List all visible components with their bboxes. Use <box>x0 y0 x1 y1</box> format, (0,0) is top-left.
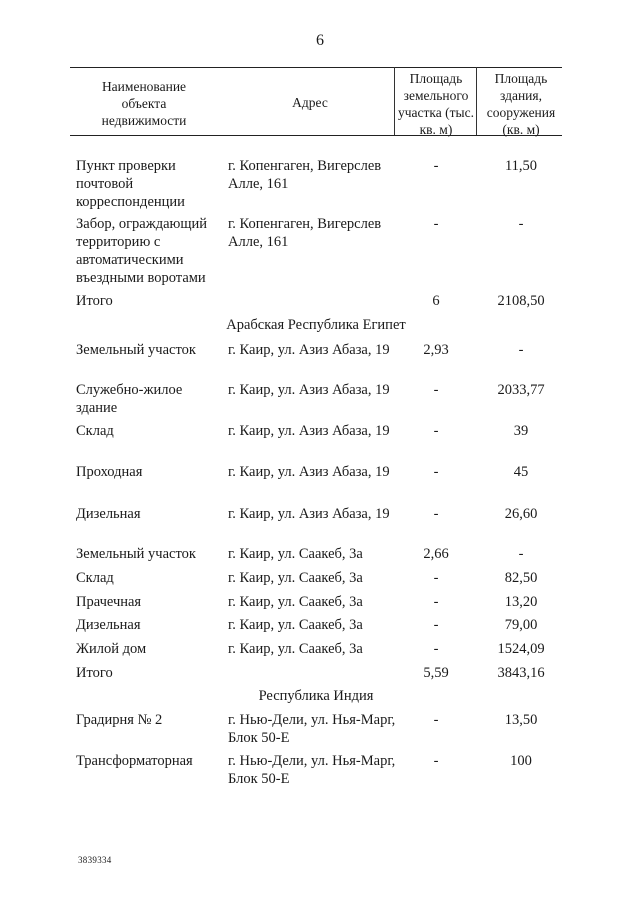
table-row-land: - <box>433 712 439 728</box>
table-row-name: Служебно-жилое здание <box>76 382 183 416</box>
table-row-name: Склад <box>76 423 114 439</box>
table-row-address: г. Каир, ул. Саакеб, 3а <box>228 617 363 633</box>
table-row-building: 45 <box>513 464 529 480</box>
table-row-building: - <box>518 216 524 232</box>
table-row-building: 2108,50 <box>497 293 545 309</box>
table-row-building: 100 <box>510 753 532 769</box>
table-row-name: Забор, ограждающий территорию с автоматическими въездными воротами <box>76 216 208 286</box>
table-row-name: Дизельная <box>76 617 141 633</box>
table-row-land: - <box>433 423 439 439</box>
table-row-building: 11,50 <box>504 158 538 174</box>
header-address: Адрес <box>292 95 328 110</box>
table-row-land: - <box>433 158 439 174</box>
table-row-land: - <box>433 753 439 769</box>
table-row-land: - <box>433 464 439 480</box>
table-row-land: 2,93 <box>423 342 449 358</box>
table-row-land: - <box>433 594 439 610</box>
table-row-address: г. Каир, ул. Саакеб, 3а <box>228 641 363 657</box>
page-number: 6 <box>316 32 324 49</box>
table-row-building: 13,50 <box>504 712 538 728</box>
table-row-land: - <box>433 641 439 657</box>
table-row-building: 26,60 <box>504 506 538 522</box>
table-row-name: Земельный участок <box>76 546 196 562</box>
table-row-building: - <box>518 546 524 562</box>
table-row-name: Дизельная <box>76 506 141 522</box>
document-id: 3839334 <box>78 855 112 865</box>
table-row-name: Итого <box>76 665 113 681</box>
table-row-land: 5,59 <box>423 665 449 681</box>
table-row-address: г. Каир, ул. Саакеб, 3а <box>228 594 363 610</box>
table-row-name: Склад <box>76 570 114 586</box>
table-row-address: г. Нью-Дели, ул. Нья-Марг, Блок 50-Е <box>228 712 396 746</box>
header-name: Наименование объекта недвижимости <box>101 79 187 128</box>
section-heading-india: Республика Индия <box>258 688 374 704</box>
table-row-building: 3843,16 <box>497 665 545 681</box>
table-row-land: - <box>433 617 439 633</box>
table-row-land: 2,66 <box>423 546 449 562</box>
table-row-address: г. Каир, ул. Азиз Абаза, 19 <box>228 423 390 439</box>
table-row-name: Проходная <box>76 464 143 480</box>
table-row-address: г. Каир, ул. Азиз Абаза, 19 <box>228 342 390 358</box>
table-row-land: 6 <box>432 293 440 309</box>
table-row-name: Земельный участок <box>76 342 196 358</box>
table-row-address: г. Каир, ул. Саакеб, 3а <box>228 570 363 586</box>
table-row-name: Итого <box>76 293 113 309</box>
header-divider <box>476 67 477 135</box>
table-row-address: г. Нью-Дели, ул. Нья-Марг, Блок 50-Е <box>228 753 396 787</box>
table-row-address: г. Каир, ул. Саакеб, 3а <box>228 546 363 562</box>
header-building-area: Площадь здания, сооружения (кв. м) <box>486 71 556 137</box>
table-row-name: Трансформаторная <box>76 753 193 769</box>
table-row-building: 13,20 <box>504 594 538 610</box>
table-row-name: Жилой дом <box>76 641 147 657</box>
table-row-address: г. Каир, ул. Азиз Абаза, 19 <box>228 506 390 522</box>
table-row-land: - <box>433 506 439 522</box>
table-row-land: - <box>433 570 439 586</box>
table-row-building: 79,00 <box>504 617 538 633</box>
table-row-building: 82,50 <box>504 570 538 586</box>
header-divider <box>394 67 395 135</box>
table-row-land: - <box>433 382 439 398</box>
table-row-building: - <box>518 342 524 358</box>
table-row-address: г. Копенгаген, Вигерслев Алле, 161 <box>228 216 382 250</box>
table-row-building: 1524,09 <box>497 641 545 657</box>
table-row-address: г. Копенгаген, Вигерслев Алле, 161 <box>228 158 382 192</box>
table-row-building: 2033,77 <box>497 382 545 398</box>
table-row-building: 39 <box>513 423 529 439</box>
header-land-area: Площадь земельного участка (тыс. кв. м) <box>398 71 474 137</box>
table-row-name: Градирня № 2 <box>76 712 163 728</box>
table-row-name: Прачечная <box>76 594 142 610</box>
table-row-address: г. Каир, ул. Азиз Абаза, 19 <box>228 382 390 398</box>
table-row-name: Пункт проверки почтовой корреспонденции <box>76 158 185 210</box>
section-heading-egypt: Арабская Республика Египет <box>226 317 406 333</box>
table-row-land: - <box>433 216 439 232</box>
table-row-address: г. Каир, ул. Азиз Абаза, 19 <box>228 464 390 480</box>
table-top-rule <box>70 67 562 68</box>
